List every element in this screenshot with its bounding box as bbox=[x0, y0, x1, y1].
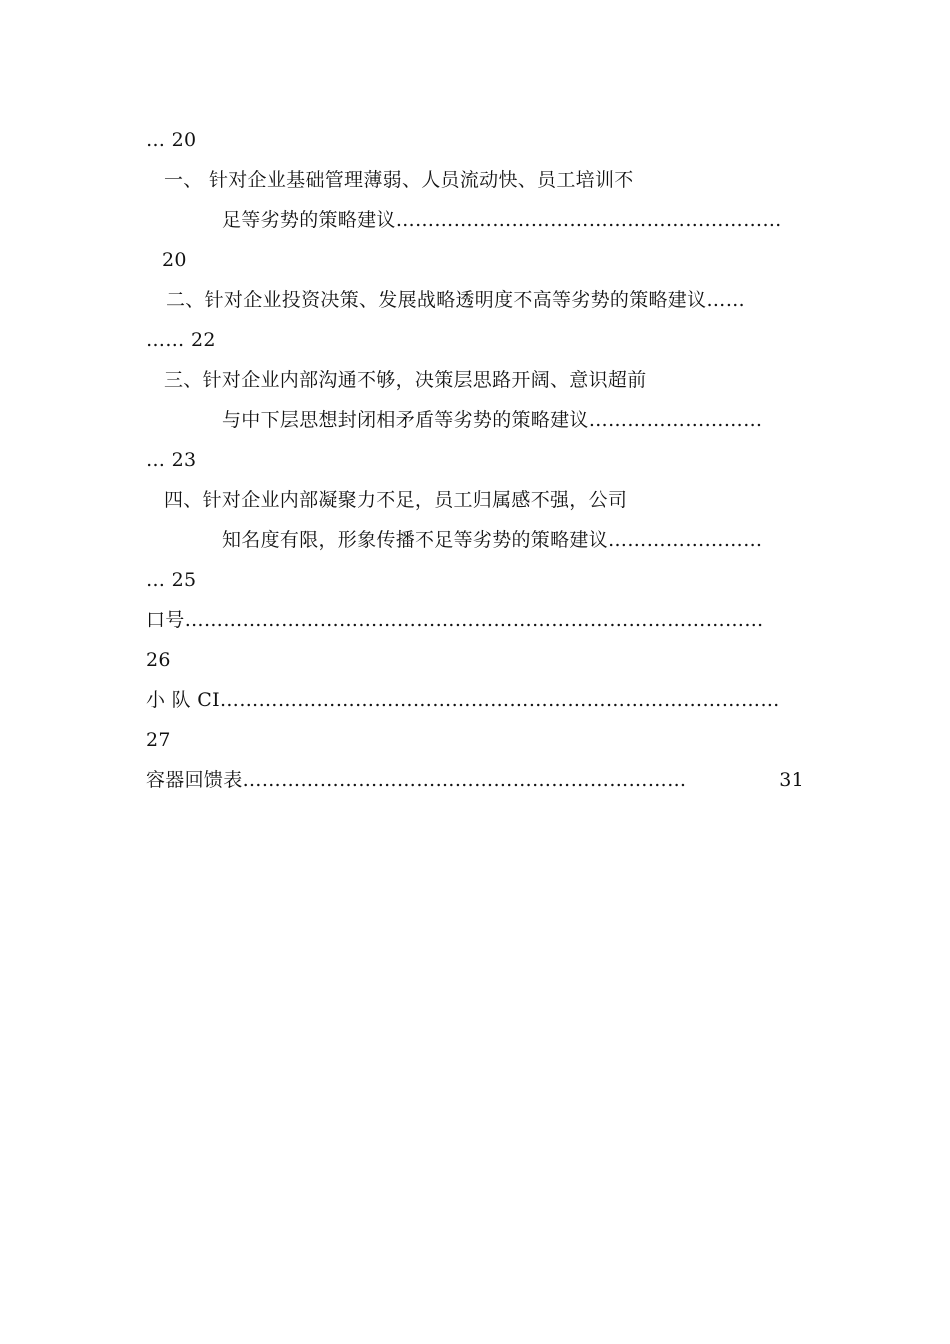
toc-entry-slogan: 口号……………………………………………………………………………… bbox=[146, 609, 764, 631]
toc-entry-2-page: …… 22 bbox=[146, 329, 216, 351]
toc-entry-team-ci-page: 27 bbox=[146, 729, 171, 751]
toc-line-continuation: … 20 bbox=[146, 129, 197, 151]
toc-entry-slogan-page: 26 bbox=[146, 649, 171, 671]
toc-entry-3: 三、针对企业内部沟通不够，决策层思路开阔、意识超前 bbox=[164, 369, 647, 391]
toc-entry-1: 一、 针对企业基础管理薄弱、人员流动快、员工培训不 bbox=[164, 169, 634, 191]
toc-entry-4-page: … 25 bbox=[146, 569, 197, 591]
toc-entry-3-cont: 与中下层思想封闭相矛盾等劣势的策略建议……………………… bbox=[222, 409, 763, 431]
toc-entry-feedback-text: 容器回馈表…………………………………………………………… bbox=[146, 769, 687, 791]
toc-entry-2: 二、针对企业投资决策、发展战略透明度不高等劣势的策略建议…… bbox=[166, 289, 746, 311]
toc-entry-4: 四、针对企业内部凝聚力不足，员工归属感不强，公司 bbox=[164, 489, 628, 511]
toc-entry-1-cont: 足等劣势的策略建议…………………………………………………… bbox=[222, 209, 782, 231]
toc-entry-feedback-page: 31 bbox=[779, 769, 804, 791]
toc-entry-3-page: … 23 bbox=[146, 449, 197, 471]
toc-entry-1-page: 20 bbox=[162, 249, 187, 271]
toc-entry-feedback bbox=[146, 768, 804, 792]
toc-entry-team-ci: 小 队 CI…………………………………………………………………………… bbox=[146, 689, 780, 711]
toc-entry-4-cont: 知名度有限，形象传播不足等劣势的策略建议…………………… bbox=[222, 529, 763, 551]
